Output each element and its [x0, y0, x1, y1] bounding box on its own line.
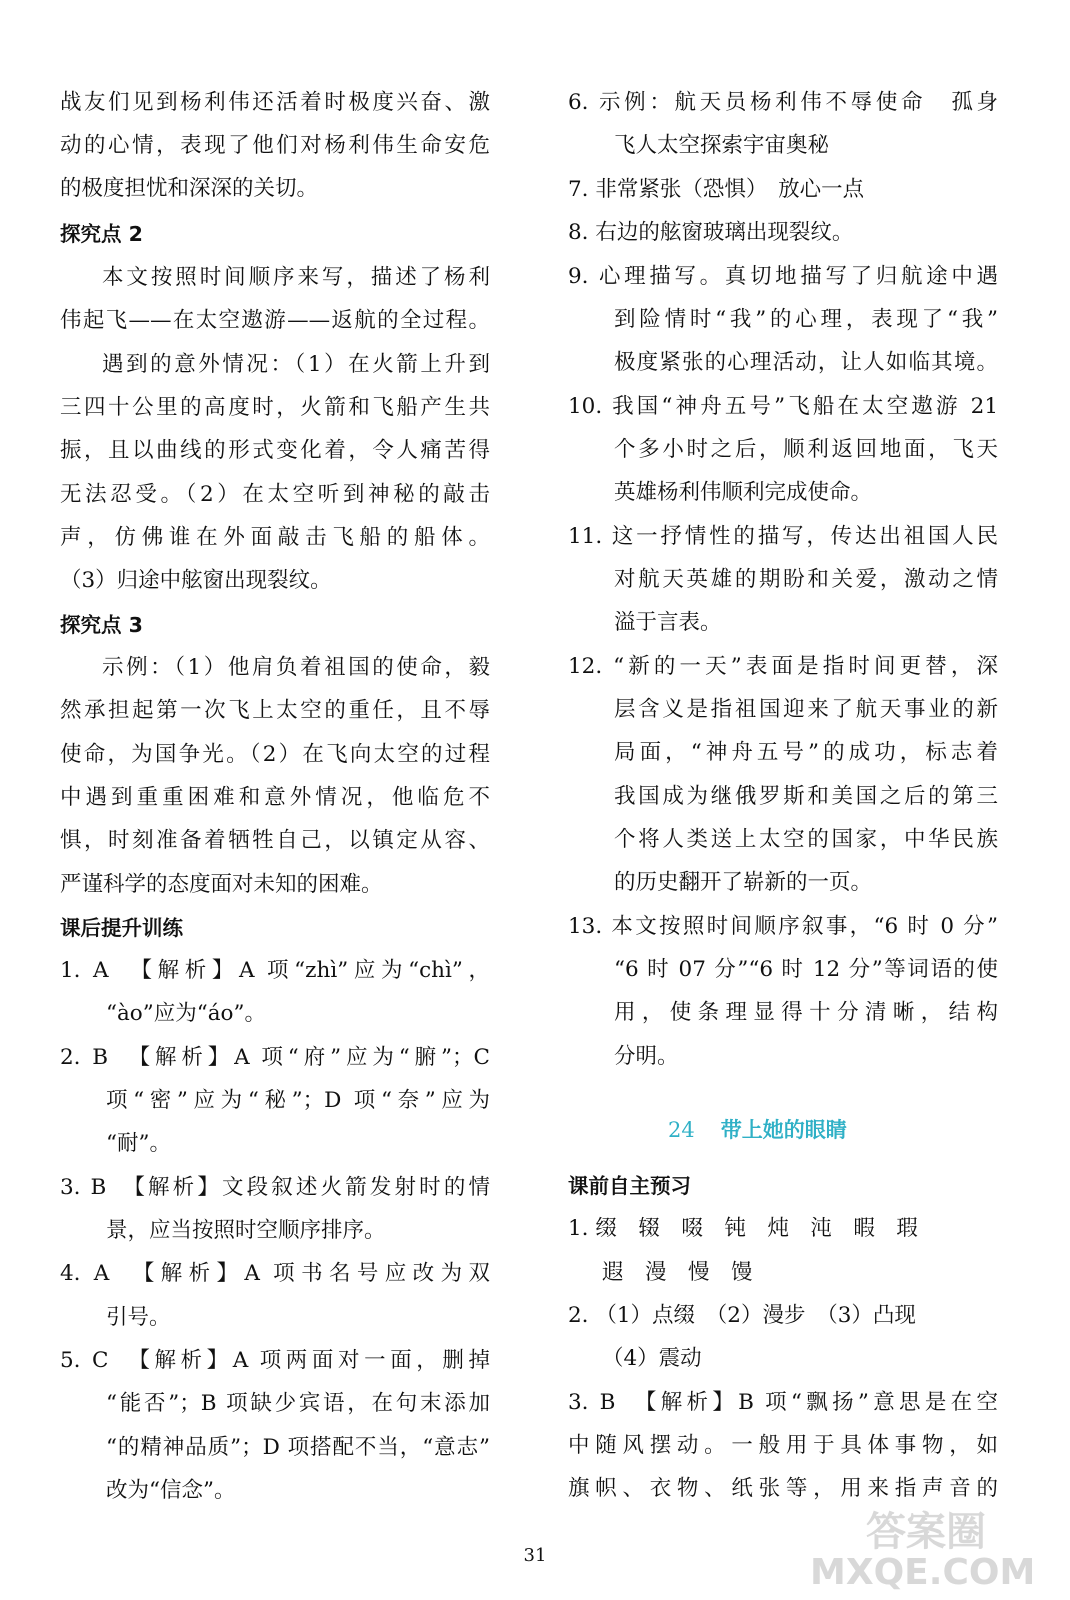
- section-heading: 探究点 2: [60, 222, 143, 246]
- answer-line: “耐”。: [106, 1131, 171, 1156]
- text-line: 动的心情，表现了他们对杨利伟生命安危: [60, 133, 490, 158]
- answer-line: 3. B 【解析】文段叙述火箭发射时的情: [60, 1175, 490, 1200]
- text-line: 然承担起第一次飞上太空的重任，且不辱: [60, 698, 490, 723]
- watermark-text: 答案圈: [866, 1509, 986, 1555]
- answer-line: 10. 我国“神舟五号”飞船在太空遨游 21: [568, 394, 998, 419]
- text-line: 无法忍受。（2）在太空听到神秘的敲击: [60, 482, 490, 507]
- text-line: 中遇到重重困难和意外情况，他临危不: [60, 785, 490, 810]
- text-line: （3）归途中舷窗出现裂纹。: [60, 568, 332, 593]
- answer-line: 英雄杨利伟顺利完成使命。: [614, 480, 873, 505]
- answer-line: 局面，“神舟五号”的成功，标志着: [614, 740, 998, 765]
- chapter-title: [668, 1114, 847, 1144]
- text-line: 振，且以曲线的形式变化着，令人痛苦得: [60, 438, 490, 463]
- answer-line: 个多小时之后，顺利返回地面，飞天: [614, 437, 998, 462]
- answer-line: 层含义是指祖国迎来了航天事业的新: [614, 697, 998, 722]
- answer-line: 9. 心理描写。真切地描写了归航途中遇: [568, 264, 998, 289]
- chapter-number: 24: [668, 1118, 695, 1142]
- answer-line: 到险情时“我”的心理，表现了“我”: [614, 307, 998, 332]
- watermark-url: MXQE.COM: [810, 1552, 1036, 1593]
- text-line: 使命，为国争光。（2）在飞向太空的过程: [60, 742, 490, 767]
- answer-line: 8. 右边的舷窗玻璃出现裂纹。: [568, 220, 854, 245]
- answer-line: 13. 本文按照时间顺序叙事，“6 时 0 分”: [568, 914, 998, 939]
- answer-line: “6 时 07 分”“6 时 12 分”等词语的使: [614, 957, 998, 982]
- answer-line: 1. A 【解析】A 项“zhì”应为“chì”，: [60, 958, 490, 983]
- text-line: 示例：（1）他肩负着祖国的使命，毅: [102, 655, 490, 680]
- answer-line: 4. A 【解析】A 项书名号应改为双: [60, 1261, 490, 1286]
- answer-line: 11. 这一抒情性的描写，传达出祖国人民: [568, 524, 998, 549]
- answer-line: “ào”应为“áo”。: [106, 1001, 266, 1026]
- text-line: 的极度担忧和深深的关切。: [60, 176, 319, 201]
- answer-line: “能否”；B 项缺少宾语，在句末添加: [106, 1391, 490, 1416]
- answer-line: 我国成为继俄罗斯和美国之后的第三: [614, 784, 998, 809]
- page-number: 31: [523, 1545, 547, 1566]
- answer-line: 2. （1）点缀 （2）漫步 （3）凸现: [568, 1303, 916, 1328]
- text-line: 遇到的意外情况：（1）在火箭上升到: [102, 352, 490, 377]
- answer-line: 飞人太空探索宇宙奥秘: [614, 133, 830, 158]
- answer-line: 分明。: [614, 1044, 679, 1069]
- answer-line: 个将人类送上太空的国家，中华民族: [614, 827, 998, 852]
- section-heading: 探究点 3: [60, 613, 143, 637]
- answer-line: “的精神品质”；D 项搭配不当，“意志”: [106, 1435, 490, 1460]
- section-heading: 课前自主预习: [568, 1174, 691, 1198]
- answer-line: 中随风摆动。一般用于具体事物，如: [568, 1433, 998, 1458]
- answer-line: 项“密”应为“秘”；D 项“奈”应为: [106, 1088, 490, 1113]
- answer-line: 景，应当按照时空顺序排序。: [106, 1218, 386, 1243]
- section-heading: 课后提升训练: [60, 916, 183, 940]
- watermark-logo: [806, 1500, 1066, 1596]
- answer-line: 12. “新的一天”表面是指时间更替，深: [568, 654, 998, 679]
- text-line: 战友们见到杨利伟还活着时极度兴奋、激: [60, 90, 490, 115]
- answer-line: 极度紧张的心理活动，让人如临其境。: [614, 350, 998, 375]
- answer-line: 改为“信念”。: [106, 1478, 236, 1503]
- text-line: 本文按照时间顺序来写，描述了杨利: [102, 265, 490, 290]
- text-line: 声，仿佛谁在外面敲击飞船的船体。: [60, 525, 490, 550]
- text-line: 严谨科学的态度面对未知的困难。: [60, 872, 383, 897]
- answer-line: 1. 缀 辍 啜 钝 炖 沌 暇 瑕: [568, 1216, 918, 1241]
- chapter-name: 带上她的眼睛: [720, 1118, 847, 1142]
- answer-line: 6. 示例：航天员杨利伟不辱使命 孤身: [568, 90, 998, 115]
- text-line: 伟起飞——在太空遨游——返航的全过程。: [60, 308, 490, 333]
- answer-line: 用，使条理显得十分清晰，结构: [614, 1000, 998, 1025]
- text-line: 惧，时刻准备着牺牲自己，以镇定从容、: [60, 828, 490, 853]
- answer-line: 引号。: [106, 1305, 171, 1330]
- answer-line: 对航天英雄的期盼和关爱，激动之情: [614, 567, 998, 592]
- answer-line: 的历史翻开了崭新的一页。: [614, 870, 873, 895]
- answer-line: 2. B 【解析】A 项“府”应为“腑”；C: [60, 1045, 490, 1070]
- answer-line: 5. C 【解析】A 项两面对一面，删掉: [60, 1348, 490, 1373]
- answer-line: 3. B 【解析】B 项“飘扬”意思是在空: [568, 1390, 998, 1415]
- answer-line: （4）震动: [602, 1346, 702, 1371]
- answer-line: 7. 非常紧张（恐惧） 放心一点: [568, 177, 865, 202]
- answer-line: 溢于言表。: [614, 610, 722, 635]
- text-line: 三四十公里的高度时，火箭和飞船产生共: [60, 395, 490, 420]
- answer-line: 遐 漫 慢 馒: [602, 1260, 753, 1285]
- answer-line: 旗帜、衣物、纸张等，用来指声音的: [568, 1476, 998, 1501]
